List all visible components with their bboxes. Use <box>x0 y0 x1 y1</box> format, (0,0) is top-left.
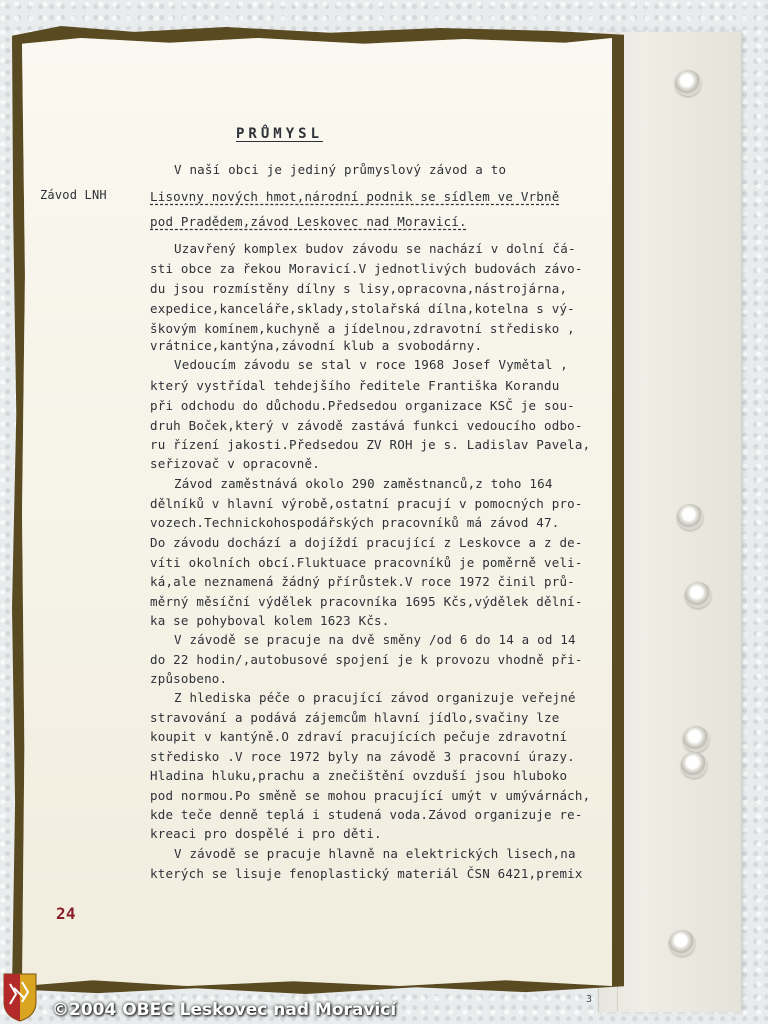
text-line: vozech.Technickohospodářských pracovníků má závod 47. <box>150 515 560 530</box>
text-line: měrný měsíční výdělek pracovníka 1695 Kčs,výdělek dělní- <box>150 594 583 609</box>
text-line: při odchodu do důchodu.Předsedou organizace KSČ je sou- <box>150 398 575 413</box>
text-line: pod normou.Po směně se mohou pracující umýt v umývárnách, <box>150 788 591 803</box>
text-line: způsobeno. <box>150 671 228 686</box>
text-line: Z hlediska péče o pracující závod organizuje veřejné <box>174 690 576 705</box>
copyright-watermark: ©2004 OBEC Leskovec nad Moravicí <box>52 1000 397 1020</box>
text-line: V závodě se pracuje hlavně na elektrických lisech,na <box>174 846 576 861</box>
text-line: škovým komínem,kuchyně a jídelnou,zdravotní středisko , <box>150 321 575 336</box>
text-line: du jsou rozmístěny dílny s lisy,opracovna,nástrojárna, <box>150 281 568 296</box>
text-line: V naší obci je jediný průmyslový závod a to <box>174 162 507 177</box>
page-title: PRŮMYSL <box>236 126 324 142</box>
text-line: seřizovač v opracovně. <box>150 456 320 471</box>
text-line: stravování a podává zájemcům hlavní jídlo,svačiny lze <box>150 710 560 725</box>
page-number: 24 <box>56 904 76 923</box>
text-line: kterých se lisuje fenoplastický materiál ČSN 6421,premix <box>150 866 583 881</box>
text-line: dělníků v hlavní výrobě,ostatní pracují v pomocných pro- <box>150 496 583 511</box>
text-line: Uzavřený komplex budov závodu se nachází v dolní čá- <box>174 241 576 256</box>
text-line: do 22 hodin/,autobusové spojení je k provozu vhodně při- <box>150 652 583 667</box>
text-line: středisko .V roce 1972 byly na závodě 3 pracovní úrazy. <box>150 749 575 764</box>
text-line: sti obce za řekou Moravicí.V jednotlivých budovách závo- <box>150 261 583 276</box>
text-line: Do závodu dochází a dojíždí pracující z Leskovce a z de- <box>150 535 583 550</box>
text-line: kde teče denně teplá i studená voda.Závod organizuje re- <box>150 807 583 822</box>
text-line: Vedoucím závodu se stal v roce 1968 Josef Vymětal , <box>174 357 569 372</box>
text-line: vrátnice,kantýna,závodní klub a svobodárny. <box>150 338 483 353</box>
text-line: ka se pohyboval kolem 1623 Kčs. <box>150 613 390 628</box>
binder-mark: 3 <box>586 994 593 1005</box>
margin-label: Závod LNH <box>40 188 107 202</box>
text-line: ru řízení jakosti.Předsedou ZV ROH je s. Ladislav Pavela, <box>150 437 591 452</box>
text-line: Hladina hluku,prachu a znečištění ovzduší jsou hluboko <box>150 768 568 783</box>
text-line: víti okolních obcí.Fluktuace pracovníků je poměrně veli- <box>150 555 583 570</box>
text-line: pod Pradědem,závod Leskovec nad Moravicí. <box>150 214 467 229</box>
text-line: expedice,kanceláře,sklady,stolařská dílna,kotelna s vý- <box>150 301 575 316</box>
text-line: ká,ale neznamená žádný přírůstek.V roce 1972 činil prů- <box>150 574 575 589</box>
text-line: koupit v kantýně.O zdraví pracujících pečuje zdravotní <box>150 729 568 744</box>
text-line: který vystřídal tehdejšího ředitele Františka Korandu <box>150 378 560 393</box>
text-line: druh Boček,který v závodě zastává funkci vedoucího odbo- <box>150 418 583 433</box>
municipal-crest-icon <box>2 972 38 1022</box>
text-line: Závod zaměstnává okolo 290 zaměstnanců,z toho 164 <box>174 476 553 491</box>
text-line: kreaci pro dospělé i pro děti. <box>150 826 382 841</box>
text-line: V závodě se pracuje na dvě směny /od 6 do 14 a od 14 <box>174 632 576 647</box>
text-line: Lisovny nových hmot,národní podnik se sídlem ve Vrbně <box>150 189 560 204</box>
